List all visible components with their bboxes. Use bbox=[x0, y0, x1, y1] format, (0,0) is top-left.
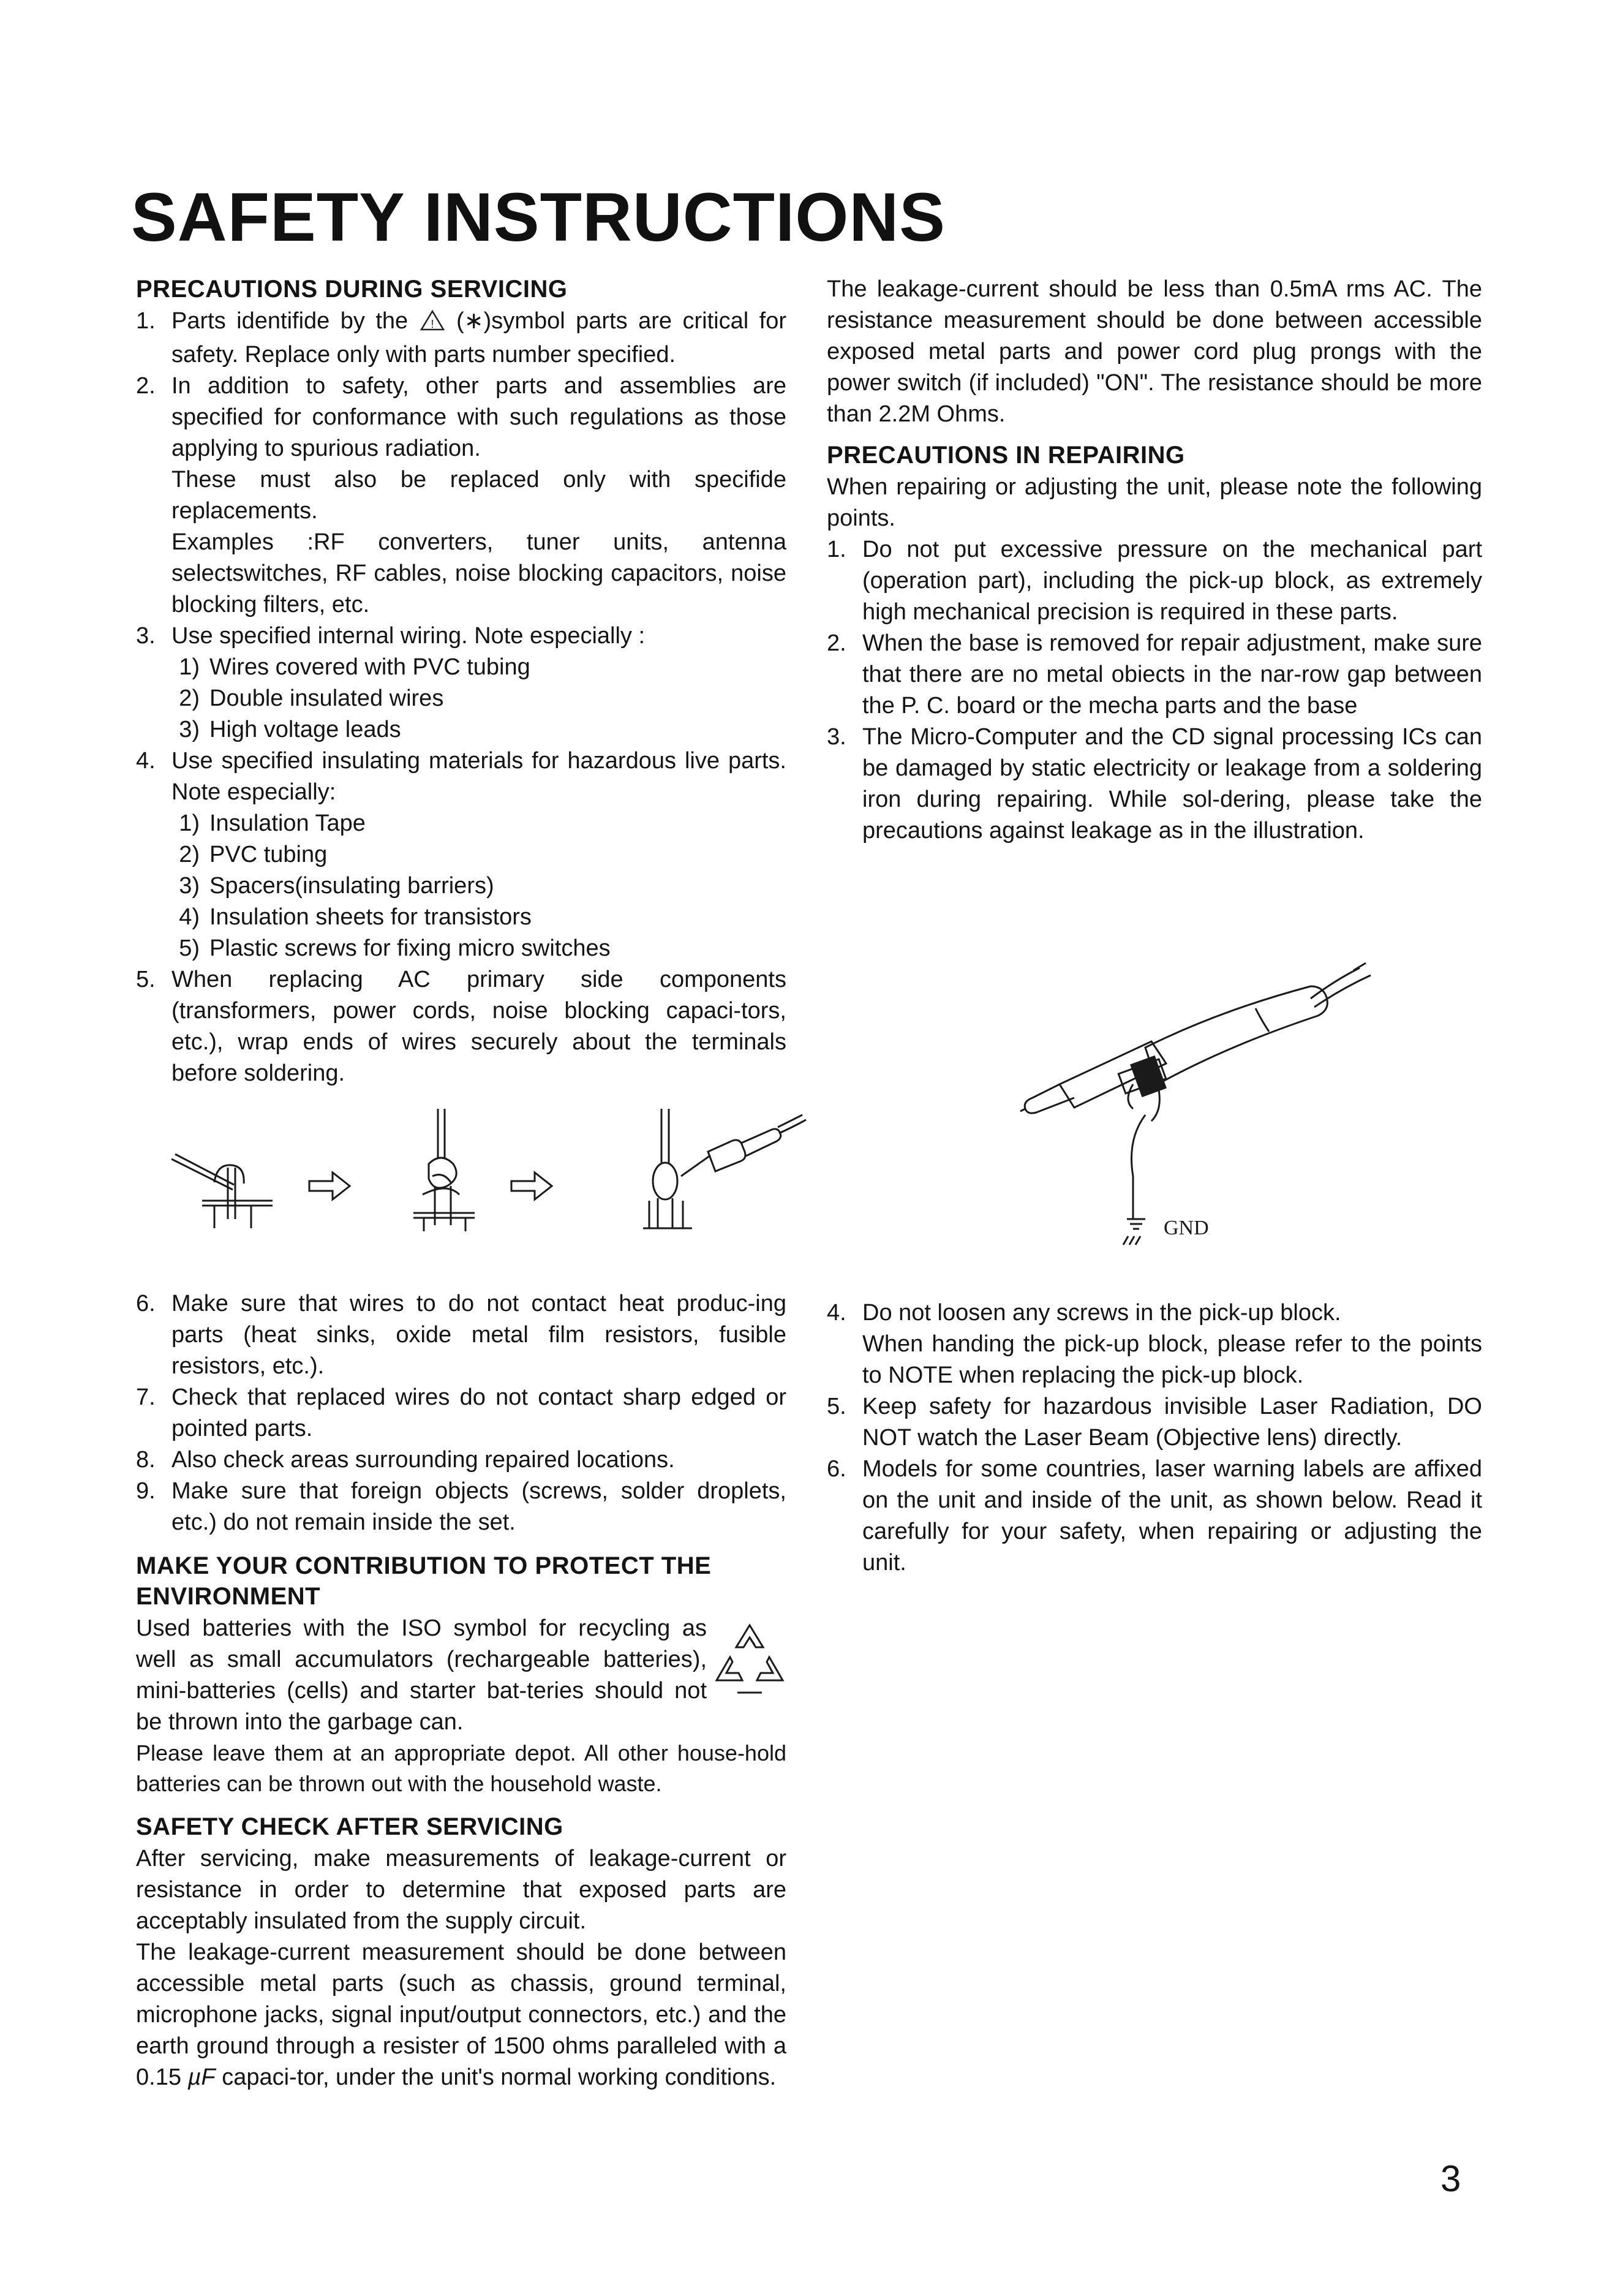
list-item bbox=[136, 306, 786, 371]
sub-item-text: PVC tubing bbox=[209, 842, 328, 867]
safety-check-heading: SAFETY CHECK AFTER SERVICING bbox=[136, 1813, 563, 1840]
sub-list-item bbox=[171, 683, 786, 714]
item-number: 8. bbox=[136, 1447, 156, 1473]
sub-item-number: 1) bbox=[179, 810, 200, 836]
wire-wrapping-illustration bbox=[159, 1109, 808, 1250]
sub-item-text: Spacers(insulating barriers) bbox=[209, 873, 494, 899]
sub-item-text: High voltage leads bbox=[209, 717, 401, 742]
hollow-right-arrow-icon bbox=[511, 1173, 552, 1199]
sub-list-item bbox=[171, 870, 786, 902]
item-text: Check that replaced wires do not contact sharp edged or pointed parts. bbox=[171, 1384, 786, 1441]
sub-item-number: 3) bbox=[179, 873, 200, 899]
left-column-top bbox=[136, 274, 786, 1089]
item-number: 1. bbox=[136, 308, 156, 334]
list-item bbox=[136, 746, 786, 964]
item-text: Models for some countries, laser warning labels are affixed on the unit and inside of the unit, as shown below. Read it carefully for your safety, when repairing or adjusting the unit. bbox=[862, 1456, 1482, 1576]
item-text: When handing the pick-up block, please refer to the points to NOTE when replacing the pick-up block. bbox=[862, 1331, 1482, 1388]
list-item bbox=[827, 1454, 1482, 1579]
sub-list bbox=[171, 808, 786, 964]
list-item bbox=[827, 534, 1482, 628]
right-column-top bbox=[827, 274, 1482, 847]
hollow-right-arrow-icon bbox=[309, 1173, 350, 1199]
warning-triangle-icon bbox=[420, 308, 445, 339]
list-item bbox=[827, 1391, 1482, 1454]
safety-check-para bbox=[136, 1937, 786, 2093]
item-text: When replacing AC primary side components (transformers, power cords, noise blocking capaci-tors, etc.), wrap ends of wires securely about the terminals before soldering. bbox=[171, 967, 786, 1086]
list-item bbox=[136, 1444, 786, 1476]
safety-check-para: After servicing, make measurements of leakage-current or resistance in order to determine that exposed parts are acceptably insulated from the supply circuit. bbox=[136, 1846, 786, 1934]
item-text: Keep safety for hazardous invisible Laser Radiation, DO NOT watch the Laser Beam (Objective lens) directly. bbox=[862, 1394, 1482, 1451]
environment-heading: MAKE YOUR CONTRIBUTION TO PROTECT THE ENVIRONMENT bbox=[136, 1552, 712, 1610]
list-item bbox=[136, 371, 786, 621]
page-title: SAFETY INSTRUCTIONS bbox=[131, 179, 946, 255]
item-text: When the base is removed for repair adjustment, make sure that there are no metal obiects in the nar-row gap between the P. C. board or the mecha parts and the base bbox=[862, 630, 1482, 719]
item-text: Parts identifide by the bbox=[171, 308, 419, 334]
item-text: Make sure that foreign objects (screws, solder droplets, etc.) do not remain inside the set. bbox=[171, 1478, 786, 1535]
item-text: (∗)symbol parts are critical for safety. Replace only with parts number specified. bbox=[171, 308, 786, 368]
microfarad-unit: µF bbox=[187, 2064, 216, 2090]
environment-block bbox=[136, 1613, 786, 1738]
item-text: Examples :RF converters, tuner units, antenna selectswitches, RF cables, noise blocking capacitors, noise blocking filters, etc. bbox=[171, 529, 786, 617]
soldering-iron-ground-illustration bbox=[962, 956, 1403, 1250]
sub-item-text: Wires covered with PVC tubing bbox=[209, 654, 530, 680]
item-number: 9. bbox=[136, 1478, 156, 1504]
list-item bbox=[827, 722, 1482, 847]
repairing-list-continued bbox=[827, 1297, 1482, 1579]
sub-list-item bbox=[171, 839, 786, 870]
item-number: 3. bbox=[136, 623, 156, 649]
left-column-bottom bbox=[136, 1288, 786, 2093]
sub-item-number: 4) bbox=[179, 904, 200, 930]
right-column-bottom bbox=[827, 1297, 1482, 1579]
sub-item-text: Double insulated wires bbox=[209, 685, 444, 711]
sub-list-item bbox=[171, 652, 786, 683]
sub-list-item bbox=[171, 714, 786, 746]
sub-item-number: 5) bbox=[179, 935, 200, 961]
sub-list bbox=[171, 652, 786, 746]
item-text: Do not put excessive pressure on the mechanical part (operation part), including the pick-up block, as extremely high mechanical precision is required in these parts. bbox=[862, 537, 1482, 625]
item-number: 2. bbox=[136, 373, 156, 399]
sub-item-number: 2) bbox=[179, 685, 200, 711]
svg-text:!: ! bbox=[431, 318, 434, 330]
item-text: These must also be replaced only with specifide replacements. bbox=[171, 467, 786, 524]
sub-item-number: 1) bbox=[179, 654, 200, 680]
item-number: 4. bbox=[827, 1300, 846, 1326]
sub-item-text: Insulation Tape bbox=[209, 810, 366, 836]
gnd-label: GND bbox=[1164, 1217, 1209, 1239]
item-text: Do not loosen any screws in the pick-up block. bbox=[862, 1300, 1341, 1326]
repairing-intro: When repairing or adjusting the unit, please note the following points. bbox=[827, 474, 1482, 531]
terminal-step-1 bbox=[171, 1154, 273, 1228]
list-item bbox=[136, 964, 786, 1089]
item-number: 5. bbox=[827, 1394, 846, 1419]
item-number: 4. bbox=[136, 748, 156, 774]
servicing-heading: PRECAUTIONS DURING SERVICING bbox=[136, 276, 568, 303]
list-item bbox=[827, 1297, 1482, 1391]
terminal-step-2 bbox=[413, 1109, 475, 1231]
servicing-list bbox=[136, 306, 786, 1089]
safety-check-text: capaci-tor, under the unit's normal working conditions. bbox=[215, 2064, 777, 2090]
iso-recycle-icon bbox=[713, 1619, 786, 1720]
item-text: Use specified insulating materials for hazardous live parts. Note especially: bbox=[171, 748, 786, 805]
item-number: 6. bbox=[827, 1456, 846, 1482]
list-item bbox=[136, 1476, 786, 1538]
repairing-heading: PRECAUTIONS IN REPAIRING bbox=[827, 442, 1185, 469]
terminal-step-3 bbox=[643, 1109, 806, 1228]
leakage-intro-para: The leakage-current should be less than 0.5mA rms AC. The resistance measurement should be done between accessible exposed metal parts and power cord plug prongs with the power switch (if included) "ON". The resistance should be more than 2.2M Ohms. bbox=[827, 276, 1482, 427]
servicing-list-continued bbox=[136, 1288, 786, 1538]
repairing-list bbox=[827, 534, 1482, 847]
item-number: 6. bbox=[136, 1291, 156, 1316]
item-number: 5. bbox=[136, 967, 156, 992]
list-item bbox=[136, 621, 786, 746]
item-number: 3. bbox=[827, 724, 846, 750]
environment-para: Used batteries with the ISO symbol for recycling as well as small accumulators (rechargeable batteries), mini-batteries (cells) and starter bat-teries should not be thrown into the garbage can. bbox=[136, 1615, 707, 1735]
sub-item-number: 2) bbox=[179, 842, 200, 867]
item-text: The Micro-Computer and the CD signal processing ICs can be damaged by static electricity or leakage from a soldering iron during repairing. While sol-dering, please take the precautions against leakage as in the illustration. bbox=[862, 724, 1482, 844]
sub-item-number: 3) bbox=[179, 717, 200, 742]
safety-check-text: The leakage-current measurement should be done between accessible metal parts (such as chassis, ground terminal, microphone jacks, signal input/output connectors, etc.) and the earth ground through a resister of 1500 ohms paralleled with a 0.15 bbox=[136, 1939, 786, 2090]
item-number: 2. bbox=[827, 630, 846, 656]
list-item bbox=[136, 1288, 786, 1382]
list-item bbox=[827, 628, 1482, 722]
list-item bbox=[136, 1382, 786, 1444]
item-text: Use specified internal wiring. Note especially : bbox=[171, 623, 646, 649]
item-text: In addition to safety, other parts and assemblies are specified for conformance with such regulations as those applying to spurious radiation. bbox=[171, 373, 786, 461]
sub-item-text: Plastic screws for fixing micro switches bbox=[209, 935, 611, 961]
environment-para-small: Please leave them at an appropriate depot. All other house-hold batteries can be thrown out with the household waste. bbox=[136, 1740, 786, 1796]
page-number: 3 bbox=[1440, 2158, 1461, 2199]
item-number: 7. bbox=[136, 1384, 156, 1410]
item-text: Also check areas surrounding repaired locations. bbox=[171, 1447, 675, 1473]
sub-list-item bbox=[171, 902, 786, 933]
sub-item-text: Insulation sheets for transistors bbox=[209, 904, 532, 930]
sub-list-item bbox=[171, 933, 786, 964]
sub-list-item bbox=[171, 808, 786, 839]
item-number: 1. bbox=[827, 537, 846, 562]
item-text: Make sure that wires to do not contact heat produc-ing parts (heat sinks, oxide metal film resistors, fusible resistors, etc.). bbox=[171, 1291, 786, 1379]
